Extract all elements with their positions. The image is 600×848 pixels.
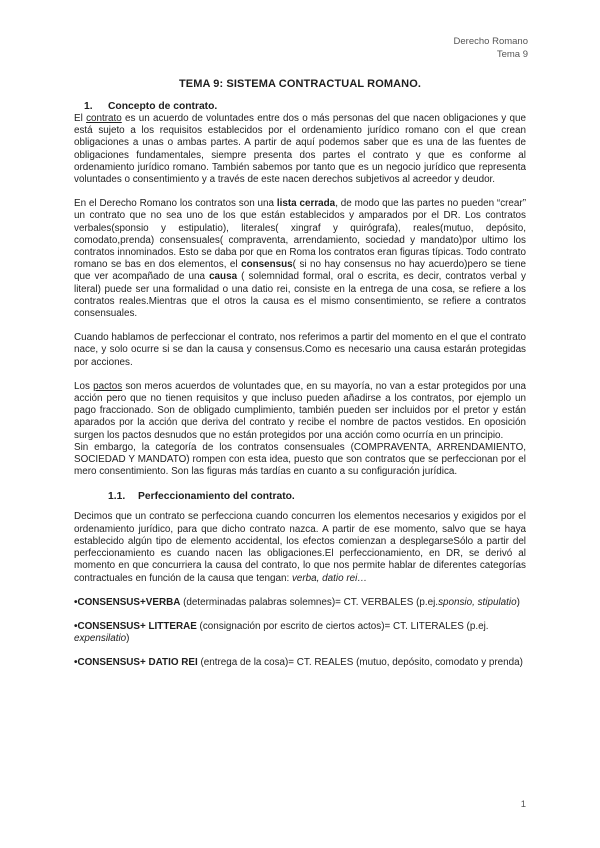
text-run: (determinadas palabras solemnes)= CT. VERBALES (p.ej.	[180, 596, 439, 608]
section-heading-concepto	[84, 100, 526, 113]
subsection-number: 1.1.	[108, 491, 126, 503]
term-causa: causa	[209, 271, 238, 283]
text-run: En el Derecho Romano los contratos son una	[74, 198, 277, 210]
text-run: )	[516, 596, 520, 608]
text-run: El	[74, 113, 87, 124]
paragraph-lista-cerrada	[74, 198, 526, 320]
text-emphasis: verba, datio rei…	[291, 572, 368, 584]
text-emphasis: sponsio, stipulatio	[438, 596, 517, 608]
text-run: ( solemnidad formal, oral o escrita, es decir, contratos verbal y literal) puede ser una formalidad o una datio rei, consiste en la entrega de una cosa, se refiere a los contratos reales.Mientras que el otros la causa es el mismo consentimiento, se refiere a contratos consensuales.	[74, 271, 526, 320]
term-lista-cerrada: lista cerrada	[276, 198, 336, 210]
header-subject: Derecho Romano	[453, 36, 528, 47]
text-emphasis: expensilatio	[74, 633, 127, 645]
document-body	[74, 78, 526, 670]
term-pactos: pactos	[93, 380, 123, 392]
paragraph-definition	[74, 113, 526, 186]
bullet-label: •CONSENSUS+ DATIO REI	[74, 657, 198, 669]
subsection-heading-perfeccionamiento	[108, 490, 526, 503]
section-number: 1.	[84, 101, 93, 112]
document-title: TEMA 9: SISTEMA CONTRACTUAL ROMANO.	[178, 78, 422, 90]
text-run: Los	[74, 380, 94, 392]
text-run: , de modo que las partes no pueden “crear” un contrato que no sea uno de los que están establecidos y amparados por el DR. Los contratos verbales(sponsio y estipulatio), literales( xingraf y quirógrafa), reales(mutuo, depósito, comodato,prenda) consensuales( compraventa, arrendamiento, sociedad y mandato)por ultimo los contratos innominados. Esto se daba por que en Roma los contratos eran figuras típicas. Todo contrato romano se bas en dos elementos, el	[74, 198, 526, 271]
page-header	[454, 36, 528, 61]
text-run: Decimos que un contrato se perfecciona cuando concurren los elementos necesarios y exigidos por el ordenamiento jurídico, para que dicho contrato nazca. A partir de ese momento, salvo que se haya establecido algún tipo de elemento accidental, los efectos comienzan a desplegarseSólo a partir del perfeccionamiento es cuando nacen las obligaciones.El perfeccionamiento, en DR, se derivó al momento en que concurriera la causa del contrato, lo que nos permite hablar de diferentes categorías contractuales en función de la causa que tengan:	[74, 511, 526, 584]
text-run: son meros acuerdos de voluntades que, en su mayoría, no van a estar protegidos por una acción pero que no tienen requisitos y que incluso pueden añadirse a los contratos, por ejemplo un pago fraccionado. Son de obligado cumplimiento, también pueden ser incluidos por el pretor y están aparados por la acción que deriva del contrato y recibe el nombre de pactos vestidos. En oposición surgen los pactos desnudos que no están protegidos por una acción como ocurría en un principio.	[74, 380, 527, 441]
text-run: es un acuerdo de voluntades entre dos o más personas del que nacen obligaciones y que está sujeto a los requisitos establecidos por el ordenamiento jurídico romano con el que crean obligaciones a unas o ambas partes. A partir de aquí podemos saber que es una de las fuentes de obligaciones fundamentales, siempre presenta dos partes el contrato y que es conforme al ordenamiento jurídico romano. También sabemos por tanto que es un negocio jurídico que representa voluntades o consentimiento y a través de este nacen derechos subjetivos al acreedor y deudor.	[74, 113, 526, 186]
header-topic: Tema 9	[496, 48, 528, 60]
section-title: Concepto de contrato.	[108, 101, 218, 112]
term-contrato: contrato	[86, 113, 122, 124]
bullet-label: •CONSENSUS+ LITTERAE	[74, 620, 197, 632]
bullet-consensus-litterae	[74, 621, 526, 645]
bullet-consensus-datio-rei	[74, 657, 526, 669]
text-run: (entrega de la cosa)= CT. REALES (mutuo, depósito, comodato y prenda)	[197, 657, 523, 669]
paragraph-perfeccionar: Cuando hablamos de perfeccionar el contrato, nos referimos a partir del momento en el que el contrato nace, y solo ocurre si se dan la causa y consensus.Como es necesario una causa estarán protegidas por acciones.	[74, 332, 526, 368]
text-run: )	[126, 633, 130, 645]
paragraph-perfeccionamiento	[74, 511, 526, 584]
term-consensus: consensus	[241, 259, 293, 271]
paragraph-pactos	[74, 381, 526, 442]
bullet-label: •CONSENSUS+VERBA	[74, 596, 181, 608]
page-number: 1	[520, 799, 526, 810]
bullet-consensus-verba	[74, 597, 526, 609]
text-run: ( si no hay consensus no hay acuerdo)pero se tiene que ver acompañado de una	[74, 259, 526, 283]
text-run: (consignación por escrito de ciertos actos)= CT. LITERALES (p.ej.	[196, 620, 489, 632]
paragraph-consensuales: Sin embargo, la categoría de los contratos consensuales (COMPRAVENTA, ARRENDAMIENTO, SOCIEDAD Y MANDATO) rompen con esta idea, puesto que son contratos que se perfeccionan por el mero consentimiento. Son las figuras más tardías en cuanto a su configuración jurídica.	[74, 441, 526, 478]
subsection-title: Perfeccionamiento del contrato.	[138, 491, 295, 503]
